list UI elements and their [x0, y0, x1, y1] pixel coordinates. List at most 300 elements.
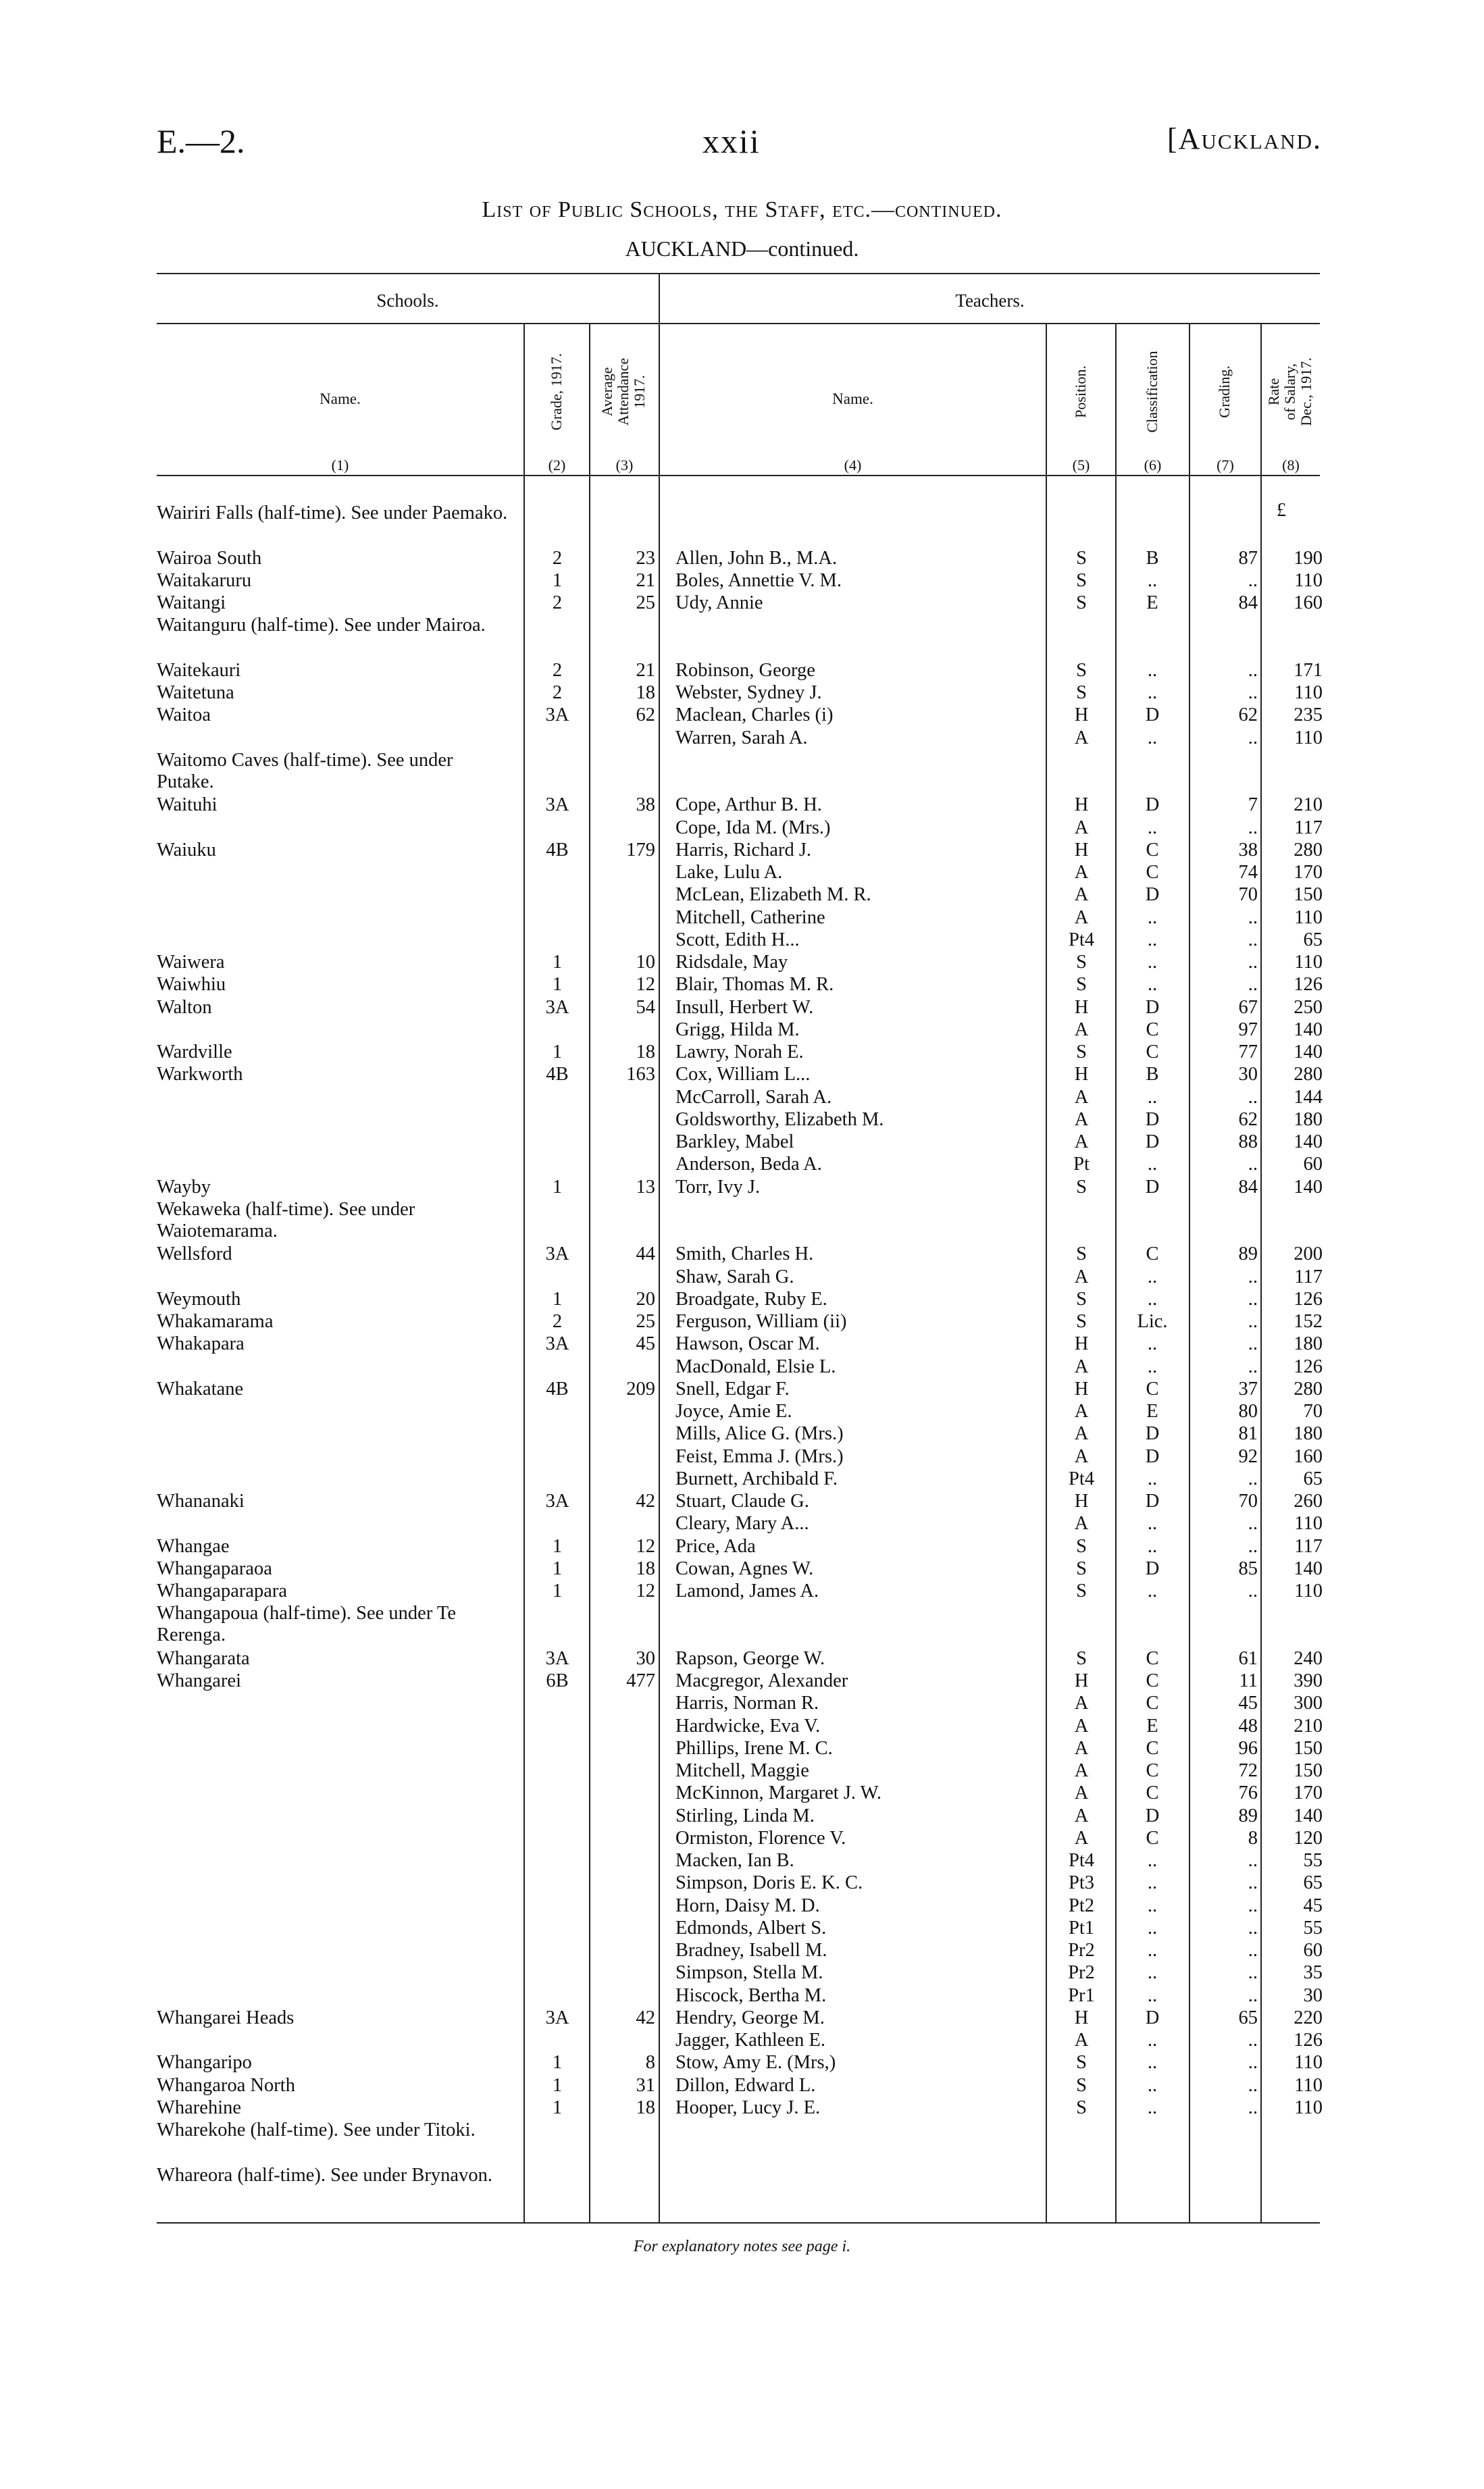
school-name: Whangaparapara	[157, 1581, 288, 1601]
teacher-salary: 170	[1294, 1782, 1323, 1804]
teacher-grading: ..	[1248, 1333, 1258, 1355]
school-name: Whangarei Heads	[157, 2007, 295, 2028]
teacher-salary: 110	[1294, 682, 1323, 703]
teacher-name: Lawry, Norah E.	[675, 1042, 804, 1062]
teacher-position: S	[1076, 1288, 1087, 1310]
teacher-position: A	[1074, 862, 1089, 883]
teacher-name: Harris, Norman R.	[675, 1693, 819, 1714]
teacher-classification: ..	[1147, 1086, 1158, 1108]
school-name: Wekaweka (half-time). See under Waiotemarama.	[157, 1198, 415, 1241]
teacher-name: Snell, Edgar F.	[675, 1378, 790, 1400]
teacher-grading: ..	[1248, 2052, 1258, 2074]
school-name: Whangarata	[157, 1647, 250, 1669]
teacher-name: Rapson, George W.	[675, 1647, 825, 1669]
teacher-name: Broadgate, Ruby E.	[675, 1288, 827, 1310]
school-grade: 3A	[545, 996, 569, 1018]
page-subtitle: AUCKLAND—continued.	[625, 236, 859, 261]
teacher-name: Insull, Herbert W.	[675, 996, 814, 1018]
school-name: Whangarei	[157, 1670, 242, 1691]
teacher-grading: 7	[1248, 794, 1258, 816]
teacher-position: H	[1074, 996, 1089, 1018]
teacher-grading: ..	[1248, 2030, 1258, 2051]
teacher-position: Pt4	[1068, 929, 1095, 950]
school-name: Waitekauri	[157, 659, 241, 681]
teacher-classification: ..	[1147, 2074, 1158, 2096]
teacher-name: Mitchell, Maggie	[675, 1760, 809, 1781]
teacher-classification: C	[1146, 1693, 1159, 1714]
teacher-grading: 38	[1238, 839, 1258, 861]
teacher-grading: ..	[1248, 1513, 1258, 1535]
school-grade: 4B	[546, 1064, 569, 1085]
teacher-position: A	[1074, 1108, 1089, 1130]
teacher-salary: 60	[1303, 1154, 1323, 1175]
school-grade: 3A	[545, 1243, 569, 1265]
teacher-grading: 37	[1238, 1378, 1258, 1400]
salary-header-line: of Salary,	[1281, 363, 1298, 421]
teacher-name: Blair, Thomas M. R.	[675, 974, 834, 996]
teacher-salary: 140	[1294, 1131, 1323, 1152]
column-number: (7)	[1217, 457, 1234, 473]
teacher-classification: D	[1145, 2007, 1160, 2028]
teacher-salary: 126	[1294, 2030, 1323, 2051]
teacher-grading: ..	[1248, 817, 1258, 838]
teacher-salary: 280	[1294, 1378, 1323, 1400]
school-name: Whakamarama	[157, 1311, 274, 1332]
school-name: Waitetuna	[157, 682, 234, 703]
column-divider	[1189, 323, 1190, 2222]
teacher-salary: 45	[1303, 1895, 1323, 1916]
teacher-grading: 85	[1238, 1558, 1258, 1579]
average-attendance: 23	[636, 547, 655, 569]
column-header-rule	[157, 475, 1320, 476]
table-top-rule	[157, 273, 1320, 274]
teacher-salary: 126	[1294, 1356, 1323, 1377]
teacher-name: Simpson, Stella M.	[675, 1962, 823, 1984]
teacher-name: Lake, Lulu A.	[675, 862, 783, 883]
teacher-grading: 48	[1238, 1715, 1258, 1737]
teacher-position: S	[1076, 974, 1087, 996]
school-name: Weymouth	[157, 1288, 241, 1310]
teacher-classification: D	[1145, 884, 1160, 906]
page-title: List of Public Schools, the Staff, etc.—continued.	[482, 197, 1002, 222]
teacher-classification: C	[1146, 1378, 1159, 1400]
column-number: (1)	[331, 457, 349, 473]
teacher-name: Cox, William L...	[675, 1064, 811, 1085]
teacher-grading: ..	[1248, 929, 1258, 950]
teacher-position: S	[1076, 1243, 1087, 1265]
teacher-salary: 140	[1294, 1176, 1323, 1198]
teacher-position: A	[1074, 1805, 1089, 1826]
page-number: xxii	[702, 122, 761, 160]
teacher-salary: 110	[1294, 1581, 1323, 1601]
teacher-classification: D	[1145, 1131, 1160, 1152]
attendance-header-line: 1917.	[631, 375, 648, 409]
teacher-name: Bradney, Isabell M.	[675, 1940, 827, 1961]
column-number: (5)	[1072, 457, 1090, 473]
teacher-position: S	[1076, 2052, 1087, 2074]
average-attendance: 13	[636, 1176, 655, 1198]
teacher-classification: ..	[1147, 659, 1158, 681]
teacher-position: A	[1074, 1513, 1089, 1535]
teacher-position: Pt	[1073, 1154, 1090, 1175]
teacher-classification: ..	[1147, 1984, 1158, 2006]
teacher-salary: 180	[1294, 1333, 1323, 1355]
grading-header: Grading.	[1216, 365, 1233, 418]
teacher-name: Mills, Alice G. (Mrs.)	[675, 1423, 844, 1445]
teacher-salary: 140	[1294, 1042, 1323, 1062]
teacher-classification: ..	[1147, 1581, 1158, 1601]
average-attendance: 45	[636, 1333, 655, 1355]
teacher-grading: 62	[1238, 704, 1258, 726]
school-grade: 2	[552, 592, 563, 613]
teacher-salary: 117	[1294, 1266, 1323, 1287]
teacher-grading: ..	[1248, 974, 1258, 996]
teacher-classification: C	[1146, 1243, 1159, 1265]
teacher-grading: ..	[1248, 569, 1258, 591]
salary-header	[1266, 357, 1314, 426]
teacher-classification: C	[1146, 1760, 1159, 1781]
teacher-grading: 70	[1238, 1491, 1258, 1512]
average-attendance: 12	[636, 1535, 655, 1557]
teacher-salary: 180	[1294, 1423, 1323, 1445]
teacher-position: H	[1074, 1670, 1089, 1691]
teacher-classification: E	[1146, 592, 1158, 613]
teacher-grading: ..	[1248, 1850, 1258, 1871]
school-name: Waitoa	[157, 704, 211, 726]
teacher-name: Shaw, Sarah G.	[675, 1266, 794, 1287]
teacher-salary: 30	[1303, 1984, 1323, 2006]
school-grade: 1	[552, 1558, 563, 1579]
school-name: Wairoa South	[157, 547, 262, 569]
teacher-grading: ..	[1248, 1581, 1258, 1601]
teacher-classification: ..	[1147, 2097, 1158, 2118]
teacher-salary: 150	[1294, 1760, 1323, 1781]
group-divider	[659, 273, 660, 2222]
average-attendance: 18	[636, 2097, 655, 2118]
teacher-position: A	[1074, 1086, 1089, 1108]
teacher-grading: ..	[1248, 1154, 1258, 1175]
teacher-salary: 55	[1303, 1917, 1323, 1939]
teacher-position: S	[1076, 1647, 1087, 1669]
teacher-classification: B	[1146, 547, 1159, 569]
average-attendance: 62	[636, 704, 655, 726]
teacher-grading: 72	[1238, 1760, 1258, 1781]
teacher-name: Lamond, James A.	[675, 1581, 819, 1601]
school-grade: 3A	[545, 794, 569, 816]
average-attendance: 44	[636, 1243, 655, 1265]
average-attendance: 25	[636, 1311, 655, 1332]
teacher-salary: 140	[1294, 1805, 1323, 1826]
teacher-name: Robinson, George	[675, 659, 815, 681]
teacher-position: H	[1074, 1333, 1089, 1355]
teacher-position: S	[1076, 1535, 1087, 1557]
currency-symbol: £	[1277, 500, 1286, 521]
teacher-position: A	[1074, 1760, 1089, 1781]
teacher-grading: ..	[1248, 1940, 1258, 1961]
teacher-grading: 97	[1238, 1019, 1258, 1040]
school-name: Waituhi	[157, 794, 218, 816]
teacher-salary: 65	[1303, 1468, 1323, 1489]
teacher-salary: 210	[1294, 1715, 1323, 1737]
school-name: Waitomo Caves (half-time). See under Putake.	[157, 749, 453, 792]
teacher-name: Macken, Ian B.	[675, 1850, 794, 1871]
teacher-salary: 170	[1294, 862, 1323, 883]
school-name: Whangae	[157, 1535, 230, 1557]
teacher-position: H	[1074, 1378, 1089, 1400]
school-name: Whangaripo	[157, 2052, 252, 2074]
teacher-name: Dillon, Edward L.	[675, 2074, 816, 2096]
average-attendance: 12	[636, 974, 655, 996]
teacher-name: Hooper, Lucy J. E.	[675, 2097, 821, 2118]
teacher-classification: D	[1145, 1423, 1160, 1445]
teacher-position: Pr2	[1068, 1940, 1095, 1961]
teacher-salary: 180	[1294, 1108, 1323, 1130]
teacher-name: Warren, Sarah A.	[675, 727, 808, 748]
teacher-position: S	[1076, 682, 1087, 703]
teacher-position: S	[1076, 1558, 1087, 1579]
school-grade: 1	[552, 952, 563, 973]
footnote: For explanatory notes see page i.	[633, 2238, 851, 2255]
teacher-classification: D	[1145, 1491, 1160, 1512]
school-name: Whakatane	[157, 1378, 244, 1400]
teacher-name: Anderson, Beda A.	[675, 1154, 822, 1175]
school-name: Waitanguru (half-time). See under Mairoa.	[157, 615, 486, 636]
teacher-classification: ..	[1147, 1962, 1158, 1984]
teacher-grading: 11	[1239, 1670, 1258, 1691]
average-attendance: 20	[636, 1288, 655, 1310]
teacher-classification: ..	[1147, 1333, 1158, 1355]
teacher-grading: ..	[1248, 659, 1258, 681]
teacher-position: H	[1074, 794, 1089, 816]
teacher-salary: 110	[1294, 2052, 1323, 2074]
attendance-header	[599, 358, 648, 426]
teacher-classification: D	[1145, 1445, 1160, 1467]
position-header: Position.	[1072, 365, 1089, 418]
average-attendance: 31	[636, 2074, 655, 2096]
teacher-name: Ormiston, Florence V.	[675, 1827, 846, 1849]
teacher-salary: 235	[1294, 704, 1323, 726]
teacher-salary: 110	[1294, 2074, 1323, 2096]
school-name: Whakapara	[157, 1333, 245, 1355]
school-grade: 2	[552, 547, 563, 569]
teacher-position: A	[1074, 1423, 1089, 1445]
teacher-classification: ..	[1147, 952, 1158, 973]
teacher-name: Joyce, Amie E.	[675, 1401, 792, 1422]
teacher-name: Edmonds, Albert S.	[675, 1917, 827, 1939]
teacher-classification: C	[1146, 839, 1159, 861]
teacher-salary: 160	[1294, 1445, 1323, 1467]
teacher-salary: 110	[1294, 1513, 1323, 1535]
teacher-classification: ..	[1147, 1266, 1158, 1287]
teacher-classification: C	[1146, 1782, 1159, 1804]
teacher-classification: E	[1146, 1401, 1158, 1422]
teacher-name: Phillips, Irene M. C.	[675, 1737, 833, 1759]
column-divider	[523, 323, 525, 2222]
average-attendance: 38	[636, 794, 655, 816]
teacher-name: Cope, Arthur B. H.	[675, 794, 822, 816]
teacher-salary: 160	[1294, 592, 1323, 613]
teacher-name: Ferguson, William (ii)	[675, 1311, 847, 1332]
teacher-salary: 210	[1294, 794, 1323, 816]
teacher-classification: D	[1145, 1176, 1160, 1198]
group-header-rule	[157, 323, 1320, 324]
teacher-position: S	[1076, 547, 1087, 569]
teacher-classification: ..	[1147, 817, 1158, 838]
teacher-classification: E	[1146, 1715, 1158, 1737]
teacher-grading: ..	[1248, 1917, 1258, 1939]
teacher-salary: 117	[1294, 1535, 1323, 1557]
teacher-name: Jagger, Kathleen E.	[675, 2030, 826, 2051]
teacher-name: Burnett, Archibald F.	[675, 1468, 838, 1489]
school-name: Wardville	[157, 1042, 232, 1062]
teacher-name: Grigg, Hilda M.	[675, 1019, 800, 1040]
teacher-grading: 80	[1238, 1401, 1258, 1422]
teacher-grading: 96	[1238, 1737, 1258, 1759]
teacher-classification: B	[1146, 1064, 1159, 1085]
teacher-name: Ridsdale, May	[675, 952, 788, 973]
teacher-name: McCarroll, Sarah A.	[675, 1086, 832, 1108]
school-grade: 1	[552, 1535, 563, 1557]
teacher-position: A	[1074, 1737, 1089, 1759]
teacher-name: Horn, Daisy M. D.	[675, 1895, 820, 1916]
school-grade: 1	[552, 2074, 563, 2096]
school-name: Wellsford	[157, 1243, 232, 1265]
teacher-classification: ..	[1147, 1895, 1158, 1916]
average-attendance: 179	[626, 839, 655, 861]
teacher-salary: 144	[1294, 1086, 1323, 1108]
teacher-name: McKinnon, Margaret J. W.	[675, 1782, 882, 1804]
teacher-salary: 110	[1294, 727, 1323, 748]
teacher-grading: ..	[1248, 1311, 1258, 1332]
school-grade: 3A	[545, 2007, 569, 2028]
teacher-salary: 110	[1294, 952, 1323, 973]
teacher-grading: ..	[1248, 1468, 1258, 1489]
teacher-grading: ..	[1248, 952, 1258, 973]
teacher-grading: 84	[1238, 1176, 1258, 1198]
school-name: Whareora (half-time). See under Brynavon.	[157, 2164, 492, 2186]
school-name: Wharehine	[157, 2097, 242, 2118]
page-code: E.—2.	[157, 122, 245, 160]
classification-header: Classification	[1144, 351, 1160, 433]
teacher-salary: 150	[1294, 1737, 1323, 1759]
teacher-salary: 110	[1294, 569, 1323, 591]
teacher-name: Hendry, George M.	[675, 2007, 825, 2028]
teacher-position: A	[1074, 1715, 1089, 1737]
teacher-salary: 65	[1303, 1872, 1323, 1894]
teacher-grading: 76	[1238, 1782, 1258, 1804]
teacher-position: A	[1074, 1827, 1089, 1849]
teacher-classification: ..	[1147, 1288, 1158, 1310]
school-grade: 1	[552, 1176, 563, 1198]
teacher-grading: ..	[1248, 1266, 1258, 1287]
teacher-classification: D	[1145, 1108, 1160, 1130]
teacher-classification: D	[1145, 1558, 1160, 1579]
average-attendance: 18	[636, 1042, 655, 1062]
school-grade: 2	[552, 659, 563, 681]
teacher-salary: 240	[1294, 1647, 1323, 1669]
teacher-classification: ..	[1147, 727, 1158, 748]
teacher-salary: 280	[1294, 1064, 1323, 1085]
teacher-grading: ..	[1248, 1872, 1258, 1894]
teacher-classification: ..	[1147, 682, 1158, 703]
teacher-classification: D	[1145, 794, 1160, 816]
teacher-classification: ..	[1147, 2030, 1158, 2051]
average-attendance: 30	[636, 1647, 655, 1669]
column-number: (4)	[844, 457, 862, 473]
teacher-name: Maclean, Charles (i)	[675, 704, 834, 726]
teacher-grading: ..	[1248, 1984, 1258, 2006]
teacher-position: H	[1074, 1491, 1089, 1512]
teacher-classification: ..	[1147, 1850, 1158, 1871]
teacher-name: Cleary, Mary A...	[675, 1513, 809, 1535]
teacher-grading: ..	[1248, 727, 1258, 748]
average-attendance: 8	[645, 2052, 655, 2074]
teacher-grading: 62	[1238, 1108, 1258, 1130]
teacher-grading: ..	[1248, 906, 1258, 928]
column-number: (6)	[1144, 457, 1162, 473]
teacher-classification: D	[1145, 1805, 1160, 1826]
teacher-salary: 152	[1294, 1311, 1323, 1332]
teacher-grading: 87	[1238, 547, 1258, 569]
teacher-salary: 390	[1294, 1670, 1323, 1691]
teacher-position: S	[1076, 1581, 1087, 1601]
region-label: [Auckland.	[1167, 122, 1322, 155]
average-attendance: 209	[626, 1378, 655, 1400]
school-name: Waiwera	[157, 952, 225, 973]
teacher-salary: 60	[1303, 1940, 1323, 1961]
column-divider	[1260, 323, 1262, 2222]
teacher-position: Pr1	[1068, 1984, 1095, 2006]
teacher-name-header: Name.	[832, 390, 873, 407]
teacher-classification: C	[1146, 1827, 1159, 1849]
teacher-name: Harris, Richard J.	[675, 839, 812, 861]
teacher-position: Pt4	[1068, 1850, 1095, 1871]
teacher-name: Goldsworthy, Elizabeth M.	[675, 1108, 884, 1130]
teacher-salary: 171	[1294, 659, 1323, 681]
teacher-classification: ..	[1147, 1535, 1158, 1557]
salary-header-line: Rate	[1265, 378, 1282, 406]
teacher-position: A	[1074, 1356, 1089, 1377]
teacher-grading: ..	[1248, 1895, 1258, 1916]
teacher-position: H	[1074, 2007, 1089, 2028]
teacher-name: Torr, Ivy J.	[675, 1176, 761, 1198]
teacher-classification: ..	[1147, 1940, 1158, 1961]
column-divider	[589, 323, 590, 2222]
school-grade: 3A	[545, 1491, 569, 1512]
grade-header: Grade, 1917.	[548, 353, 565, 431]
teacher-classification: ..	[1147, 1154, 1158, 1175]
teacher-position: H	[1074, 704, 1089, 726]
school-name-header: Name.	[319, 390, 361, 407]
teacher-position: Pt2	[1068, 1895, 1095, 1916]
teacher-position: A	[1074, 1019, 1089, 1040]
school-name: Whananaki	[157, 1491, 245, 1512]
teacher-salary: 120	[1294, 1827, 1323, 1849]
teacher-salary: 65	[1303, 929, 1323, 950]
school-grade: 1	[552, 2052, 563, 2074]
school-name: Waitakaruru	[157, 569, 252, 591]
teacher-name: McLean, Elizabeth M. R.	[675, 884, 871, 906]
teacher-classification: C	[1146, 1737, 1159, 1759]
average-attendance: 25	[636, 592, 655, 613]
teacher-grading: ..	[1248, 2074, 1258, 2096]
teacher-grading: 81	[1238, 1423, 1258, 1445]
school-grade: 1	[552, 1581, 563, 1601]
teacher-name: Cope, Ida M. (Mrs.)	[675, 817, 831, 838]
school-name: Whangaparaoa	[157, 1558, 272, 1579]
school-grade: 1	[552, 974, 563, 996]
teacher-position: S	[1076, 1311, 1087, 1332]
